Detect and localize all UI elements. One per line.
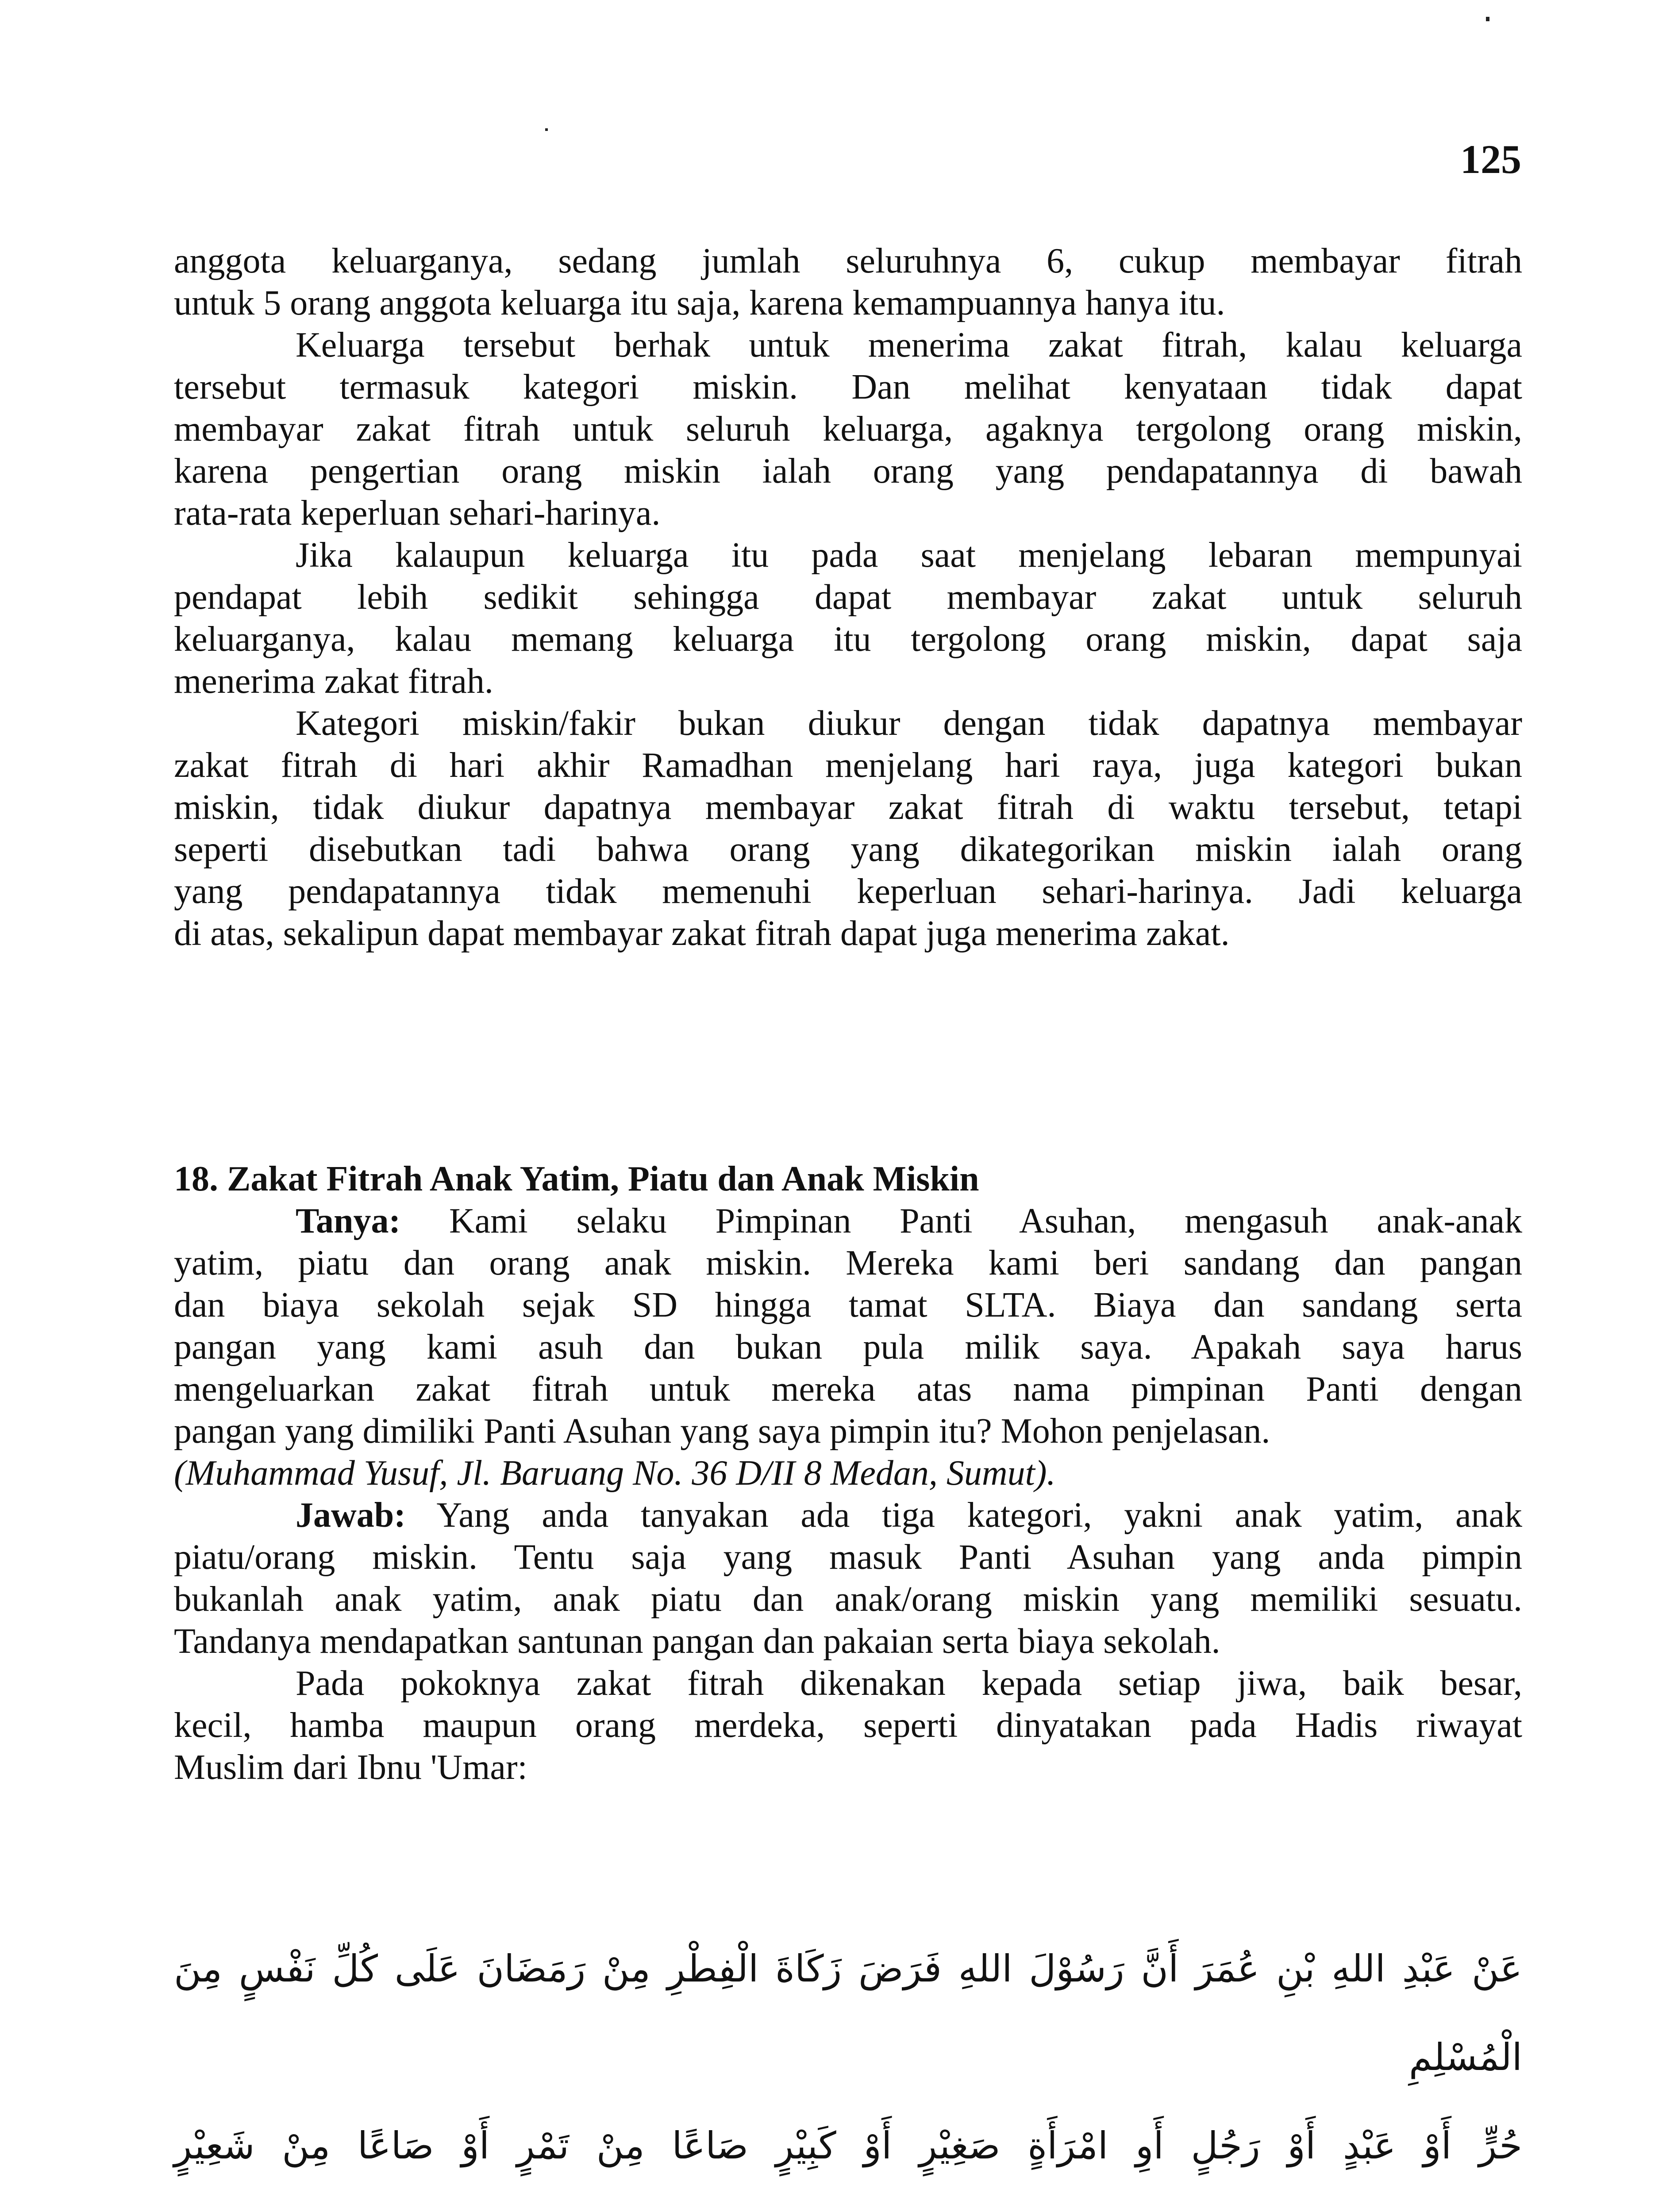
- text-line: Pada pokoknya zakat fitrah dikenakan kepada setiap jiwa, baik besar,: [296, 1664, 1522, 1703]
- paragraph: [174, 1452, 1522, 1494]
- page-number: 125: [1460, 137, 1521, 182]
- arabic-line: عَنْ عَبْدِ اللهِ بْنِ عُمَرَ أَنَّ رَسُوْلَ اللهِ فَرَضَ زَكَاةَ الْفِطْرِ مِنْ رَمَضَانَ عَلَى كُلِّ نَفْسٍ مِنَ الْمُسْلِمِ: [174, 1947, 1522, 2079]
- text-line: bukanlah anak yatim, anak piatu dan anak/orang miskin yang memiliki sesuatu.: [174, 1580, 1522, 1619]
- text-line: [174, 1200, 1522, 1242]
- text-line: yatim, piatu dan orang anak miskin. Mereka kami beri sandang dan pangan: [174, 1244, 1522, 1283]
- text-line: piatu/orang miskin. Tentu saja yang masuk Panti Asuhan yang anda pimpin: [174, 1538, 1522, 1577]
- text-line: pendapat lebih sedikit sehingga dapat membayar zakat untuk seluruh: [174, 578, 1522, 617]
- paragraph: [174, 703, 1522, 955]
- text-line: keluarganya, kalau memang keluarga itu tergolong orang miskin, dapat saja: [174, 620, 1522, 659]
- text-line: karena pengertian orang miskin ialah orang yang pendapatannya di bawah: [174, 452, 1522, 491]
- section-heading: 18. Zakat Fitrah Anak Yatim, Piatu dan Anak Miskin: [174, 1160, 979, 1198]
- text-line: dan biaya sekolah sejak SD hingga tamat SLTA. Biaya dan sandang serta: [174, 1286, 1522, 1325]
- text-line: Tandanya mendapatkan santunan pangan dan pakaian serta biaya sekolah.: [174, 1622, 1220, 1661]
- text-line: mengeluarkan zakat fitrah untuk mereka atas nama pimpinan Panti dengan: [174, 1370, 1522, 1409]
- line-text: Yang anda tanyakan ada tiga kategori, yakni anak yatim, anak: [405, 1496, 1522, 1535]
- scan-speck: [1486, 17, 1489, 21]
- text-line: pangan yang kami asuh dan bukan pula milik saya. Apakah saya harus: [174, 1328, 1522, 1367]
- paragraph: [174, 1200, 1522, 1452]
- hadith-arabic: [174, 1924, 1522, 2190]
- line-text: Kami selaku Pimpinan Panti Asuhan, mengasuh anak-anak: [400, 1202, 1522, 1240]
- lead-label: Tanya:: [296, 1202, 401, 1240]
- text-line: tersebut termasuk kategori miskin. Dan melihat kenyataan tidak dapat: [174, 368, 1522, 407]
- text-line: Keluarga tersebut berhak untuk menerima zakat fitrah, kalau keluarga: [296, 326, 1522, 365]
- text-line: zakat fitrah di hari akhir Ramadhan menjelang hari raya, juga kategori bukan: [174, 746, 1522, 785]
- text-line: yang pendapatannya tidak memenuhi keperluan sehari-harinya. Jadi keluarga: [174, 872, 1522, 911]
- text-line: Muslim dari Ibnu 'Umar:: [174, 1748, 527, 1787]
- text-line: miskin, tidak diukur dapatnya membayar zakat fitrah di waktu tersebut, tetapi: [174, 788, 1522, 827]
- paragraph: [174, 1494, 1522, 1663]
- text-line: [174, 1494, 1522, 1536]
- text-line: kecil, hamba maupun orang merdeka, seperti dinyatakan pada Hadis riwayat: [174, 1706, 1522, 1745]
- paragraph: [174, 1663, 1522, 1789]
- paragraph: [174, 324, 1522, 534]
- text-line: di atas, sekalipun dapat membayar zakat fitrah dapat juga menerima zakat.: [174, 914, 1230, 953]
- text-line: membayar zakat fitrah untuk seluruh keluarga, agaknya tergolong orang miskin,: [174, 410, 1522, 449]
- lead-label: Jawab:: [296, 1496, 406, 1535]
- body-text: [174, 240, 1522, 1789]
- paragraph: [174, 534, 1522, 703]
- text-line: pangan yang dimiliki Panti Asuhan yang saya pimpin itu? Mohon penjelasan.: [174, 1412, 1270, 1451]
- text-line: anggota keluarganya, sedang jumlah seluruhnya 6, cukup membayar fitrah: [174, 242, 1522, 280]
- arabic-line: حُرٍّ أَوْ عَبْدٍ أَوْ رَجُلٍ أَوِ امْرَأَةٍ صَغِيْرٍ أَوْ كَبِيْرٍ صَاعًا مِنْ تَمْرٍ أَوْ صَاعًا مِنْ شَعِيْرٍ: [174, 2124, 1522, 2167]
- scan-speck: [545, 128, 548, 131]
- text-line: seperti disebutkan tadi bahwa orang yang dikategorikan miskin ialah orang: [174, 830, 1522, 869]
- text-line: Kategori miskin/fakir bukan diukur dengan tidak dapatnya membayar: [296, 704, 1522, 743]
- intro-paragraphs: [174, 240, 1522, 955]
- text-line: menerima zakat fitrah.: [174, 662, 493, 701]
- section-paragraphs: [174, 1200, 1522, 1789]
- citation-line: (Muhammad Yusuf, Jl. Baruang No. 36 D/II 8 Medan, Sumut).: [174, 1454, 1056, 1493]
- text-line: Jika kalaupun keluarga itu pada saat menjelang lebaran mempunyai: [296, 536, 1522, 575]
- text-line: untuk 5 orang anggota keluarga itu saja, karena kemampuannya hanya itu.: [174, 284, 1225, 323]
- paragraph: [174, 240, 1522, 324]
- text-line: rata-rata keperluan sehari-harinya.: [174, 494, 661, 533]
